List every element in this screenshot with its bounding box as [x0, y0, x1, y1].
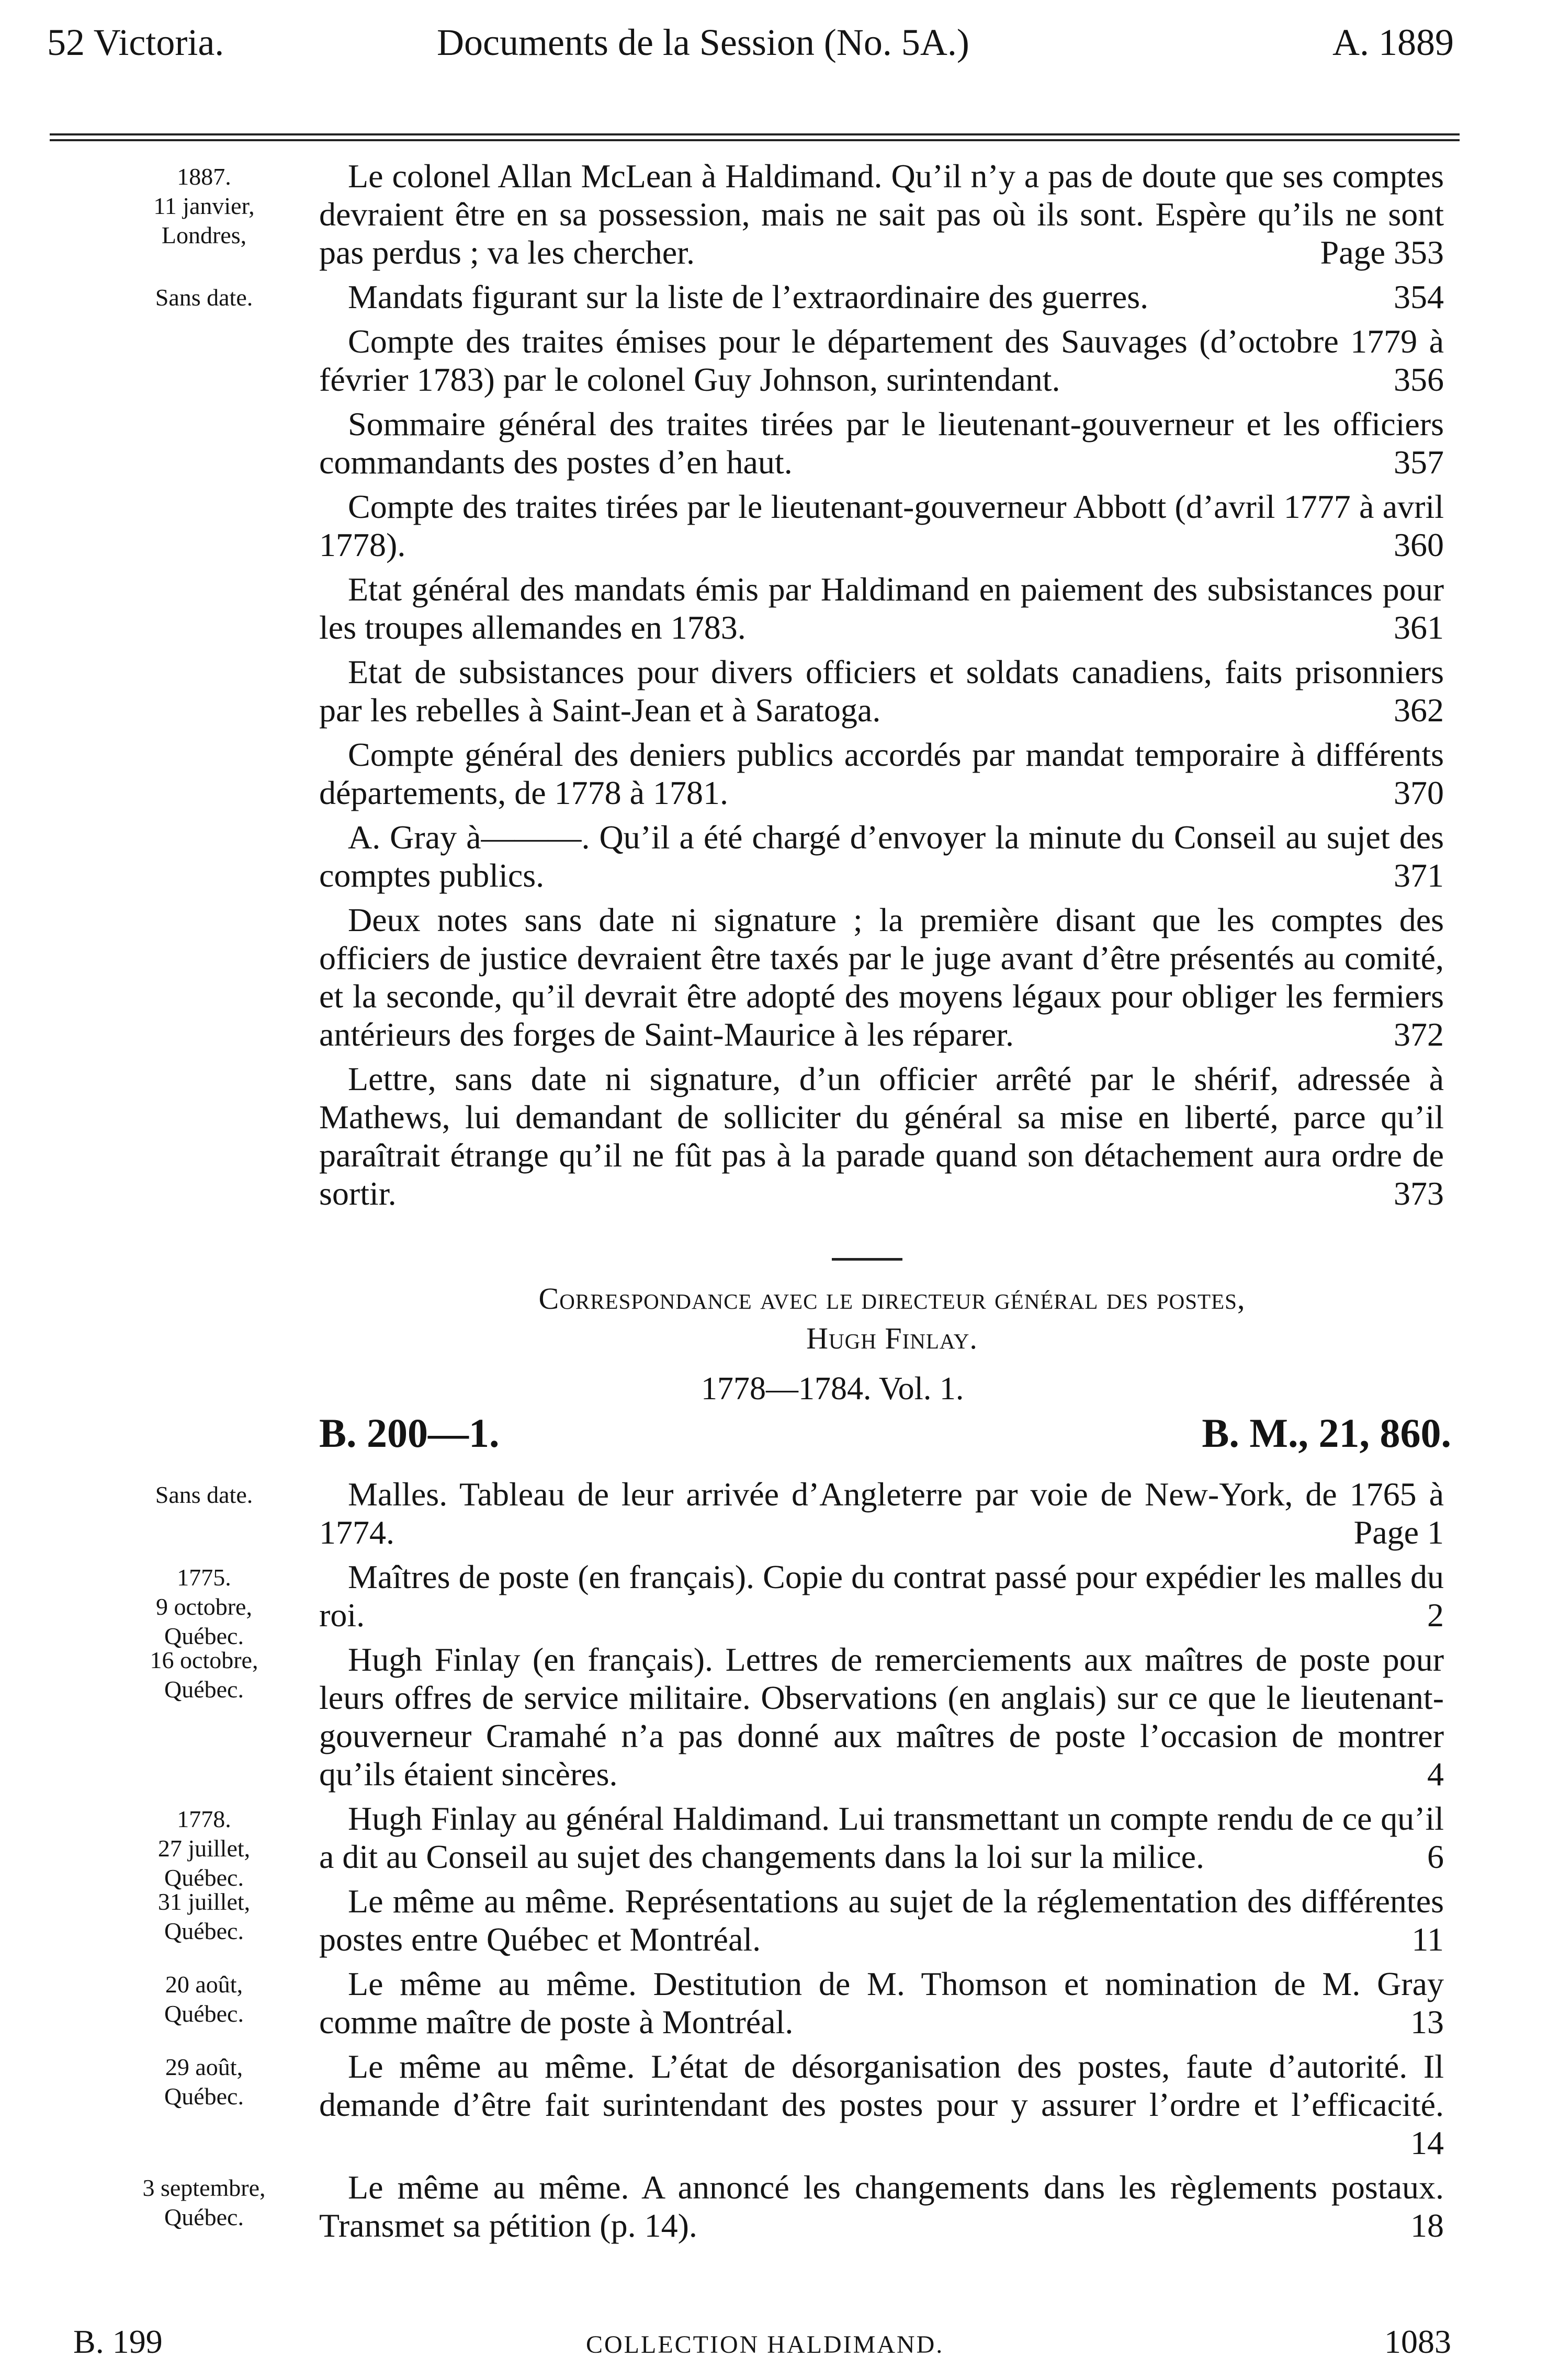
entry-body [319, 2047, 1444, 2162]
entry-body [319, 818, 1444, 894]
entry-date: Sans date. [155, 1481, 253, 1508]
entry-text: Etat de subsistances pour divers officiers et soldats canadiens, faits prisonniers par les rebelles à Saint-Jean et à Saratoga. [319, 653, 1444, 729]
entry-page-ref: 357 [1394, 444, 1444, 481]
entry-text: Le même au même. Représentations au sujet de la réglementation des différentes postes entre Québec et Montréal. [319, 1883, 1444, 1958]
section-heading-line1: Correspondance avec le directeur général des postes, [538, 1282, 1246, 1316]
entry-page-ref: 360 [1394, 526, 1444, 563]
calendar-entry [0, 157, 1548, 271]
calendar-entry [0, 901, 1548, 1053]
entry-body [319, 653, 1444, 729]
entry-date: 31 juillet, Québec. [157, 1888, 251, 1944]
entry-page-ref: 362 [1394, 692, 1444, 729]
entry-date: 20 août, Québec. [164, 1971, 244, 2027]
header-year: A. 1889 [1332, 21, 1454, 63]
calendar-entry [0, 653, 1548, 729]
entry-body [319, 1882, 1444, 1958]
entry-body [319, 488, 1444, 564]
entry-body [319, 735, 1444, 812]
calendar-entry [0, 1060, 1548, 1212]
entry-page-ref: 371 [1394, 857, 1444, 894]
entry-date: 1775. 9 octobre, Québec. [156, 1564, 252, 1649]
entry-text: Deux notes sans date ni signature ; la première disant que les comptes des officiers de justice devraient être taxés par le juge avant d’être présentés au comité, et la seconde, qu’il devrait être adopté des moyens légaux pour obliger les fermiers antérieurs des forges de Saint-Maurice à les réparer. [319, 901, 1444, 1053]
archive-reference-left: B. 200—1. [319, 1410, 500, 1456]
calendar-entry [0, 1475, 1548, 1551]
calendar-entry [0, 1558, 1548, 1649]
calendar-entry [0, 1799, 1548, 1891]
header-rule-thin [50, 139, 1460, 141]
entry-list-top [0, 157, 1548, 1219]
calendar-entry [0, 322, 1548, 399]
footer-collection-title: COLLECTION HALDIMAND. [586, 2331, 944, 2359]
calendar-entry [0, 2168, 1548, 2245]
entry-body [319, 1965, 1444, 2041]
entry-text: A. Gray à———. Qu’il a été chargé d’envoyer la minute du Conseil au sujet des comptes publics. [319, 819, 1444, 894]
entry-body [319, 157, 1444, 271]
calendar-entry [0, 405, 1548, 481]
entry-text: Compte des traites émises pour le département des Sauvages (d’octobre 1779 à février 1783) par le colonel Guy Johnson, surintendant. [319, 323, 1444, 398]
entry-body [319, 405, 1444, 481]
calendar-entry [0, 2047, 1548, 2162]
entry-body [319, 1558, 1444, 1634]
entry-body [319, 278, 1444, 316]
calendar-entry [0, 1640, 1548, 1793]
running-header [47, 21, 1454, 84]
entry-body [319, 570, 1444, 647]
calendar-entry [0, 570, 1548, 647]
entry-date: 1887. 11 janvier, Londres, [153, 163, 255, 248]
section-heading-line2: Hugh Finlay. [806, 1321, 978, 1355]
entry-body [319, 322, 1444, 399]
calendar-entry [0, 1965, 1548, 2041]
entry-text: Compte des traites tirées par le lieutenant-gouverneur Abbott (d’avril 1777 à avril 1778). [319, 488, 1444, 563]
entry-text: Malles. Tableau de leur arrivée d’Angleterre par voie de New-York, de 1765 à 1774. [319, 1476, 1444, 1551]
entry-text: Lettre, sans date ni signature, d’un officier arrêté par le shérif, adressée à Mathews, lui demandant de solliciter du général sa mise en liberté, parce qu’il paraîtrait étrange qu’il ne fût pas à la parade quand son détachement aura ordre de sortir. [319, 1060, 1444, 1212]
entry-page-ref: 354 [1394, 278, 1444, 315]
entry-page-ref: Page 353 [1320, 234, 1444, 271]
entry-body [319, 1799, 1444, 1876]
entry-date: 3 septembre, Québec. [142, 2174, 266, 2230]
calendar-entry [0, 735, 1548, 812]
header-regnal-year: 52 Victoria. [47, 21, 224, 63]
entry-body [319, 901, 1444, 1053]
entry-text: Maîtres de poste (en français). Copie du contrat passé pour expédier les malles du roi. [319, 1558, 1444, 1634]
entry-page-ref: 356 [1394, 361, 1444, 398]
calendar-entry [0, 278, 1548, 316]
section-separator [832, 1258, 902, 1261]
entry-page-ref: Page 1 [1353, 1514, 1444, 1551]
entry-text: Le même au même. A annoncé les changements dans les règlements postaux. Transmet sa pétition (p. 14). [319, 2169, 1444, 2244]
entry-body [319, 1640, 1444, 1793]
entry-page-ref: 18 [1410, 2207, 1444, 2244]
entry-body [319, 1060, 1444, 1212]
entry-text: Le même au même. L’état de désorganisation des postes, faute d’autorité. Il demande d’être fait surintendant des postes pour y assurer l’ordre et l’efficacité. [319, 2048, 1444, 2123]
entry-text: Hugh Finlay (en français). Lettres de remerciements aux maîtres de poste pour leurs offres de service militaire. Observations (en anglais) sur ce que le lieutenant-gouverneur Cramahé n’a pas donné aux maîtres de poste l’occasion de montrer qu’ils étaient sincères. [319, 1641, 1444, 1793]
entry-text: Compte général des deniers publics accordés par mandat temporaire à différents départements, de 1778 à 1781. [319, 736, 1444, 811]
entry-page-ref: 370 [1394, 774, 1444, 811]
calendar-entry [0, 1882, 1548, 1958]
entry-date: 16 octobre, Québec. [150, 1647, 258, 1703]
entry-text: Le même au même. Destitution de M. Thomson et nomination de M. Gray comme maître de poste à Montréal. [319, 1965, 1444, 2041]
entry-text: Sommaire général des traites tirées par le lieutenant-gouverneur et les officiers commandants des postes d’en haut. [319, 405, 1444, 481]
entry-page-ref: 361 [1394, 609, 1444, 646]
entry-page-ref: 372 [1394, 1016, 1444, 1053]
entry-list-bottom [0, 1475, 1548, 2251]
entry-text: Etat général des mandats émis par Haldimand en paiement des subsistances pour les troupes allemandes en 1783. [319, 571, 1444, 646]
entry-body [319, 2168, 1444, 2245]
entry-page-ref: 373 [1394, 1175, 1444, 1212]
entry-text: Le colonel Allan McLean à Haldimand. Qu’il n’y a pas de doute que ses comptes devraient être en sa possession, mais ne sait pas où ils sont. Espère qu’ils ne sont pas perdus ; va les chercher. [319, 157, 1444, 271]
entry-date: 1778. 27 juillet, Québec. [157, 1806, 251, 1891]
entry-page-ref: 4 [1427, 1755, 1444, 1793]
entry-date: Sans date. [155, 284, 253, 311]
entry-page-ref: 2 [1427, 1596, 1444, 1634]
entry-date: 29 août, Québec. [164, 2054, 244, 2110]
entry-text: Hugh Finlay au général Haldimand. Lui transmettant un compte rendu de ce qu’il a dit au Conseil au sujet des changements dans la loi sur la milice. [319, 1800, 1444, 1875]
entry-page-ref: 14 [1410, 2124, 1444, 2161]
entry-page-ref: 11 [1411, 1921, 1444, 1958]
entry-page-ref: 13 [1410, 2003, 1444, 2041]
calendar-entry [0, 488, 1548, 564]
calendar-entry [0, 818, 1548, 894]
footer-volume-code: B. 199 [73, 2323, 163, 2360]
entry-page-ref: 6 [1427, 1838, 1444, 1875]
entry-text: Mandats figurant sur la liste de l’extraordinaire des guerres. [348, 278, 1149, 315]
section-heading [335, 1279, 1449, 1358]
entry-body [319, 1475, 1444, 1551]
header-rule-thick [50, 133, 1460, 135]
header-title: Documents de la Session (No. 5A.) [437, 21, 969, 63]
footer-page-number: 1083 [1384, 2323, 1451, 2360]
archive-reference-right: B. M., 21, 860. [1202, 1410, 1451, 1456]
volume-label: 1778—1784. Vol. 1. [701, 1371, 964, 1407]
